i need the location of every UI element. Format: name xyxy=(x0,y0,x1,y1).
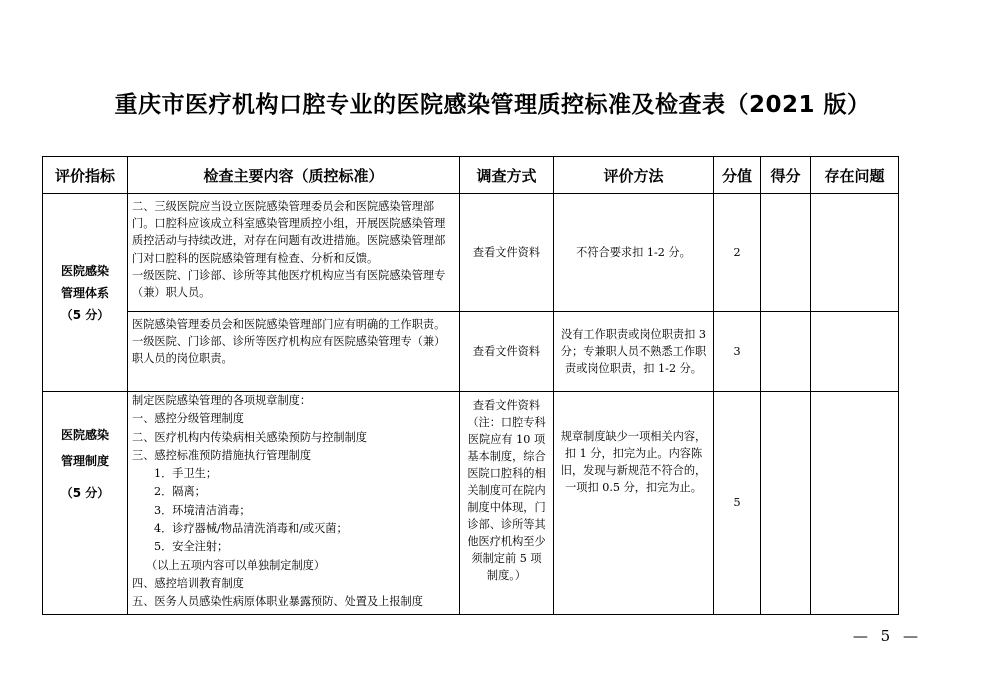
category-label: 医院感染 xyxy=(60,263,109,278)
content-cell xyxy=(128,194,460,312)
header-evaluation-method: 评价方法 xyxy=(554,157,714,194)
category-cell xyxy=(43,392,128,615)
quality-control-table xyxy=(42,156,899,615)
content-line: 5．安全注射； xyxy=(154,540,229,554)
table-row xyxy=(43,392,899,615)
issues-cell xyxy=(811,312,899,392)
content-line: 3．环境清洁消毒； xyxy=(154,503,251,517)
header-obtained-score: 得分 xyxy=(761,157,811,194)
content-cell xyxy=(128,312,460,392)
issues-cell xyxy=(811,194,899,312)
score-cell: 2 xyxy=(714,194,761,312)
content-line: 四、感控培训教育制度 xyxy=(132,576,244,590)
page-number: — 5 — xyxy=(852,627,922,645)
content-line: 制定医院感染管理的各项规章制度： xyxy=(132,394,312,407)
category-cell xyxy=(43,194,128,392)
category-points: （5 分） xyxy=(60,486,110,500)
content-paragraph: 一级医院、门诊部、诊所等医疗机构应有医院感染管理专（兼）职人员的岗位职责。 xyxy=(132,335,446,366)
content-line: 二、医疗机构内传染病相关感染预防与控制制度 xyxy=(132,430,367,444)
obtained-score-cell xyxy=(761,392,811,615)
category-label: 管理制度 xyxy=(60,454,109,468)
issues-cell xyxy=(811,392,899,615)
header-survey-method: 调查方式 xyxy=(460,157,554,194)
category-label: 医院感染 xyxy=(60,428,109,442)
content-paragraph: 一级医院、门诊部、诊所等其他医疗机构应当有医院感染管理专（兼）职人员。 xyxy=(132,268,446,300)
content-line: 三、感控标准预防措施执行管理制度 xyxy=(132,448,312,462)
evaluation-cell: 不符合要求扣 1-2 分。 xyxy=(554,194,714,312)
content-line: 2．隔离； xyxy=(154,485,206,499)
table-header-row xyxy=(43,157,899,194)
score-cell: 5 xyxy=(714,392,761,615)
obtained-score-cell xyxy=(761,194,811,312)
content-paragraph: 二、三级医院应当设立医院感染管理委员会和医院感染管理部门。口腔科应该成立科室感染管理质控小组，开展医院感染管理质控活动与持续改进，对存在问题有改进措施。医院感染管理部门对口腔科的医院感染管理有检查、分析和反馈。 xyxy=(132,200,446,265)
method-cell: 查看文件资料 xyxy=(460,312,554,392)
category-label: 管理体系 xyxy=(60,285,109,300)
content-line: 4．诊疗器械/物品清洗消毒和/或灭菌； xyxy=(154,522,348,536)
content-paragraph: 医院感染管理委员会和医院感染管理部门应有明确的工作职责。 xyxy=(132,318,446,331)
header-issues: 存在问题 xyxy=(811,157,899,194)
obtained-score-cell xyxy=(761,312,811,392)
header-indicator: 评价指标 xyxy=(43,157,128,194)
evaluation-cell: 规章制度缺少一项相关内容，扣 1 分，扣完为止。内容陈旧，发现与新规范不符合的，一项扣 0.5 分，扣完为止。 xyxy=(554,392,714,615)
method-cell: 查看文件资料 xyxy=(460,194,554,312)
evaluation-cell: 没有工作职责或岗位职责扣 3 分；专兼职人员不熟悉工作职责或岗位职责，扣 1-2 分。 xyxy=(554,312,714,392)
score-cell: 3 xyxy=(714,312,761,392)
document-title: 重庆市医疗机构口腔专业的医院感染管理质控标准及检查表（2021 版） xyxy=(114,92,871,118)
table-row xyxy=(43,312,899,392)
header-content: 检查主要内容（质控标准） xyxy=(128,157,460,194)
content-line: 1．手卫生； xyxy=(154,467,218,481)
method-cell: 查看文件资料（注：口腔专科医院应有 10 项基本制度，综合医院口腔科的相关制度可在院内制度中体现，门诊部、诊所等其他医疗机构至少须制定前 5 项制度。） xyxy=(460,392,554,615)
content-line: 一、感控分级管理制度 xyxy=(132,412,244,426)
content-cell xyxy=(128,392,460,615)
content-line: 五、医务人员感染性病原体职业暴露预防、处置及上报制度 xyxy=(132,595,423,609)
header-score-value: 分值 xyxy=(714,157,761,194)
content-line: （以上五项内容可以单独制定制度） xyxy=(146,558,326,572)
table-row xyxy=(43,194,899,312)
category-points: （5 分） xyxy=(60,307,110,322)
